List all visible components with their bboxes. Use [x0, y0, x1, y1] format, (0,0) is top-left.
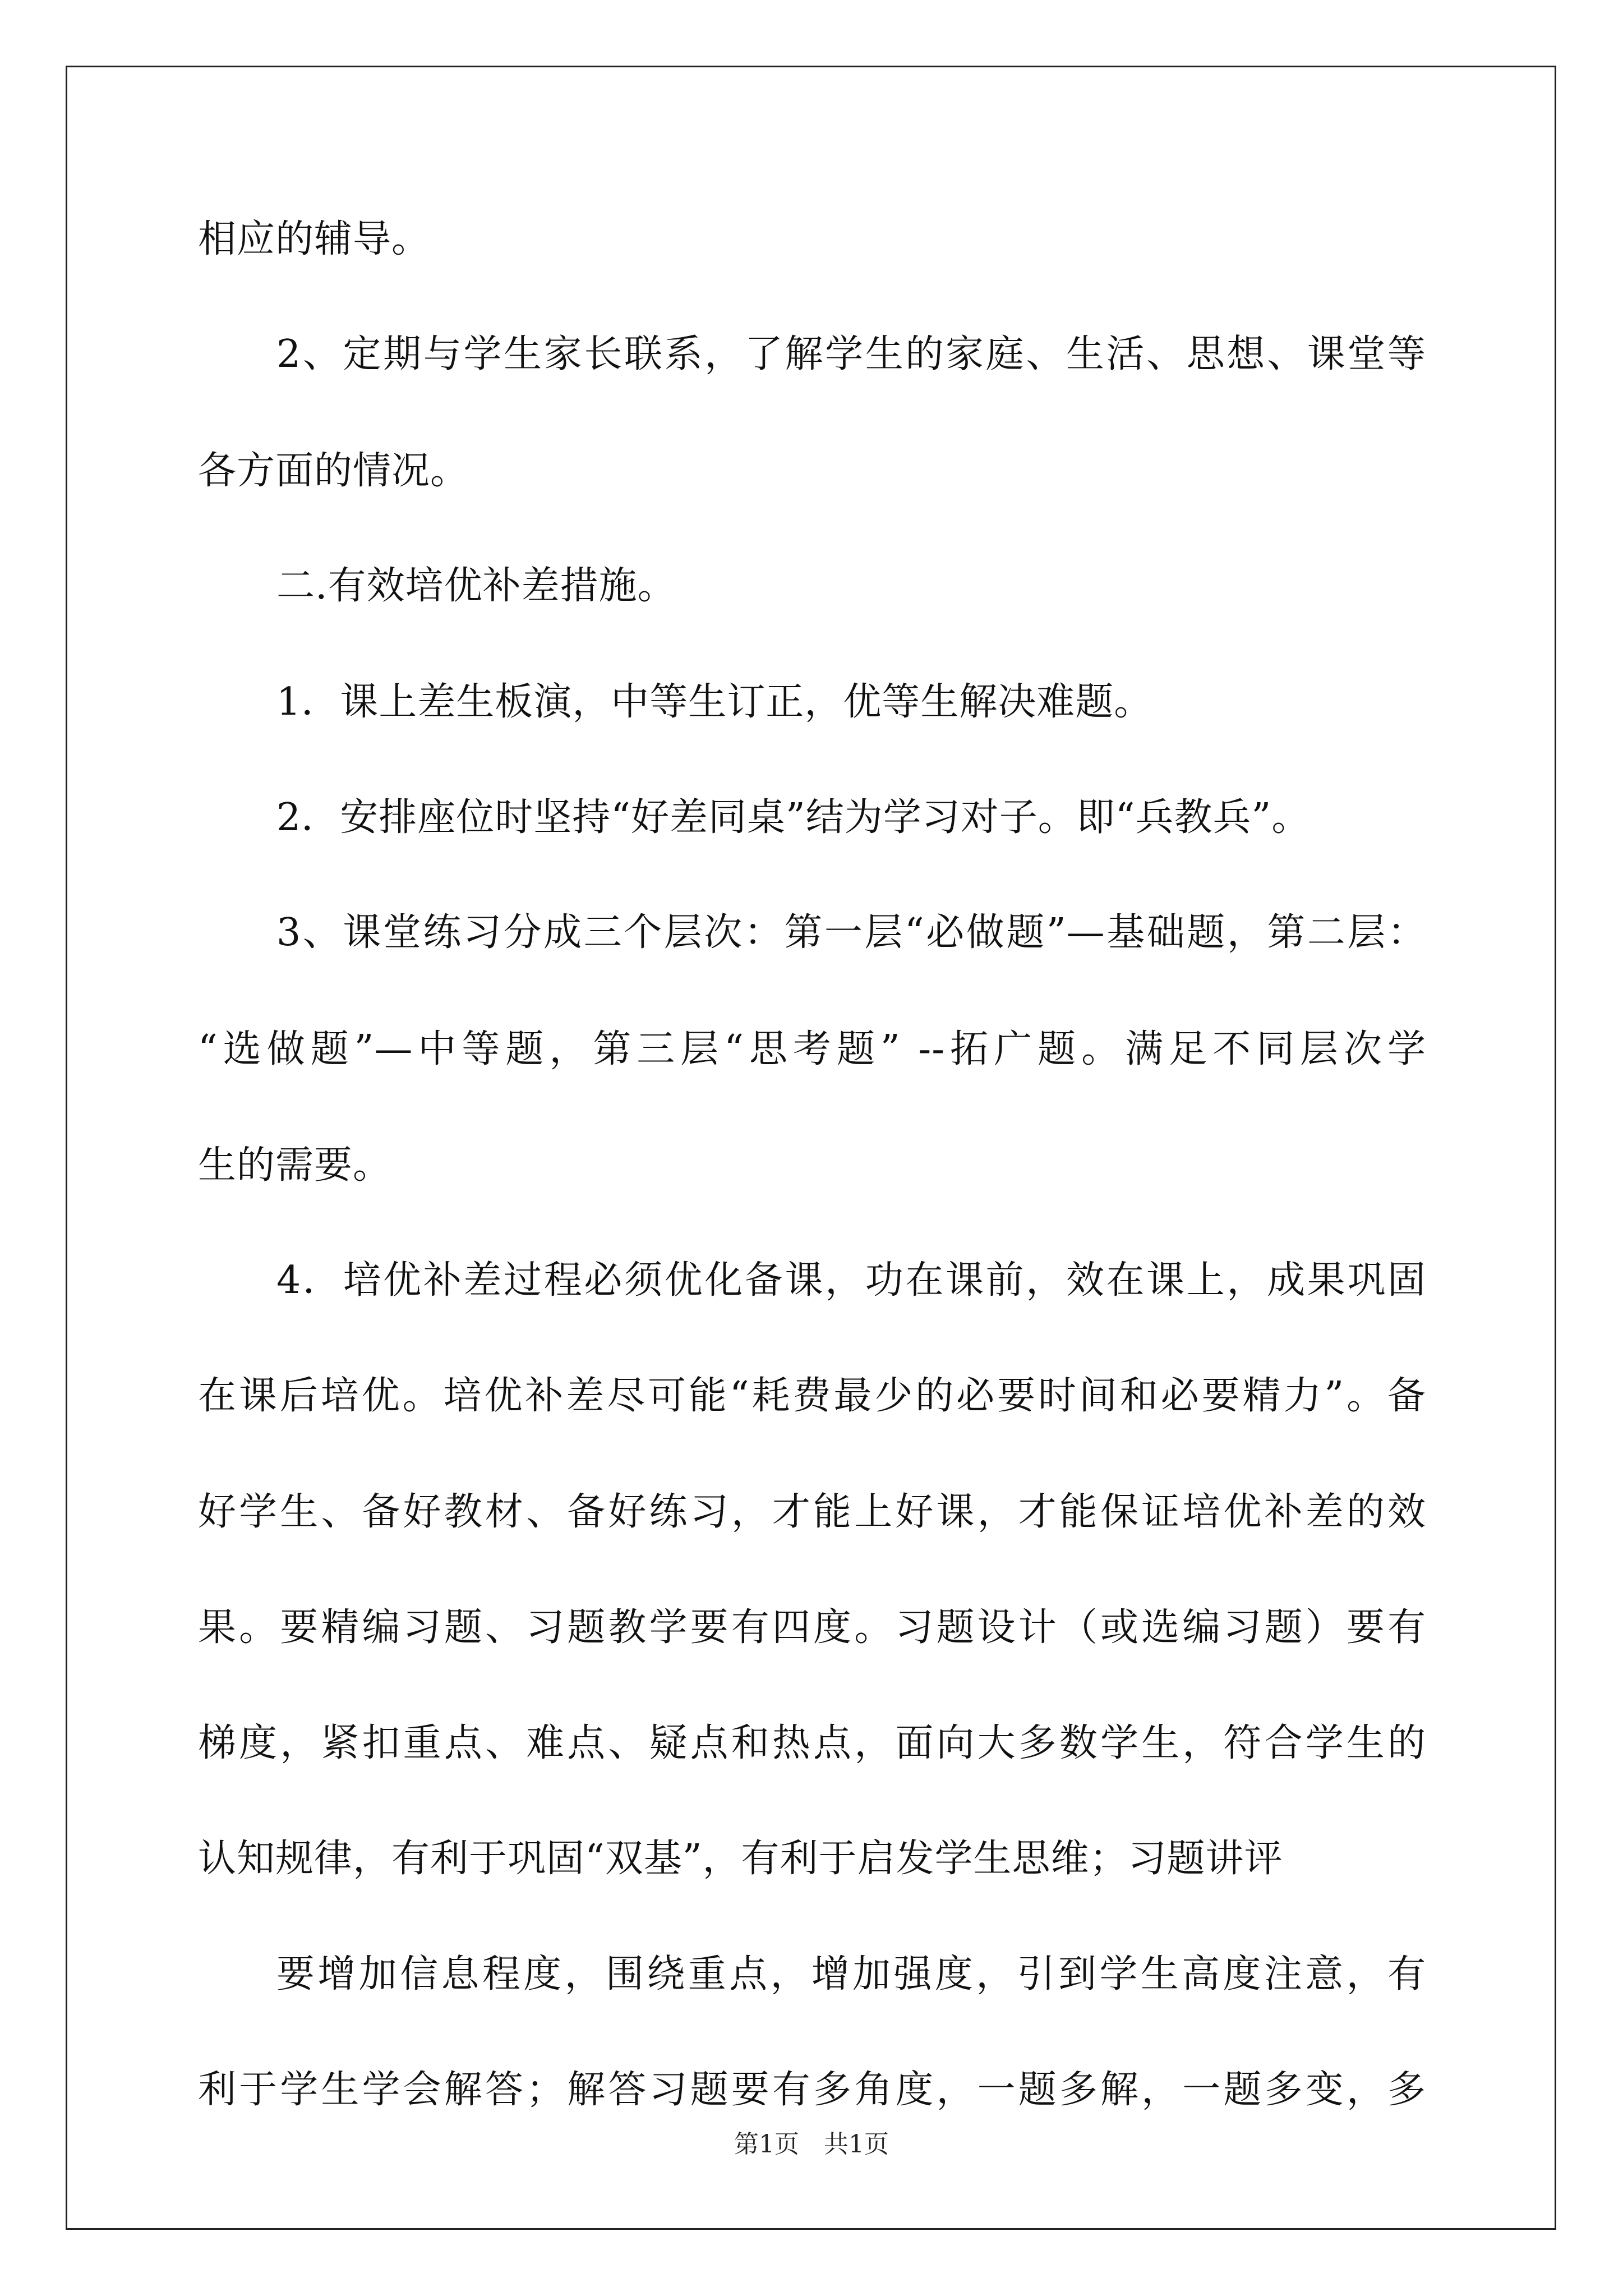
- text-line-12: 好学生、备好教材、备好练习，才能上好课，才能保证培优补差的效: [198, 1490, 1426, 1534]
- text-line-13: 果。要精编习题、习题教学要有四度。习题设计（或选编习题）要有: [198, 1605, 1426, 1650]
- text-line-2: 2、定期与学生家长联系，了解学生的家庭、生活、思想、课堂等: [276, 332, 1426, 376]
- text-line-9: 生的需要。: [198, 1143, 392, 1188]
- text-line-14: 梯度，紧扣重点、难点、疑点和热点，面向大多数学生，符合学生的: [198, 1721, 1426, 1765]
- text-line-3: 各方面的情况。: [198, 449, 469, 493]
- page-total: 共1页: [824, 2130, 889, 2159]
- text-line-10: 4．培优补差过程必须优化备课，功在课前，效在课上，成果巩固: [276, 1258, 1426, 1303]
- text-line-15: 认知规律，有利于巩固“双基”，有利于启发学生思维；习题讲评: [198, 1837, 1283, 1881]
- text-line-5: 1．课上差生板演，中等生订正，优等生解决难题。: [276, 680, 1153, 724]
- text-line-17: 利于学生学会解答；解答习题要有多角度，一题多解，一题多变，多: [198, 2068, 1426, 2112]
- section-heading: 二.有效培优补差措施。: [276, 564, 676, 608]
- text-line-16: 要增加信息程度，围绕重点，增加强度，引到学生高度注意，有: [276, 1952, 1426, 1996]
- text-line-8: “选做题”—中等题，第三层“思考题” --拓广题。满足不同层次学: [198, 1027, 1426, 1071]
- page-footer: [0, 2129, 1623, 2160]
- text-line-11: 在课后培优。培优补差尽可能“耗费最少的必要时间和必要精力”。备: [198, 1374, 1426, 1418]
- text-line-1: 相应的辅导。: [198, 217, 431, 261]
- text-line-6: 2．安排座位时坚持“好差同桌”结为学习对子。即“兵教兵”。: [276, 795, 1311, 840]
- text-line-7: 3、课堂练习分成三个层次：第一层“必做题”—基础题，第二层：: [276, 910, 1426, 955]
- page-number: 第1页: [734, 2130, 799, 2159]
